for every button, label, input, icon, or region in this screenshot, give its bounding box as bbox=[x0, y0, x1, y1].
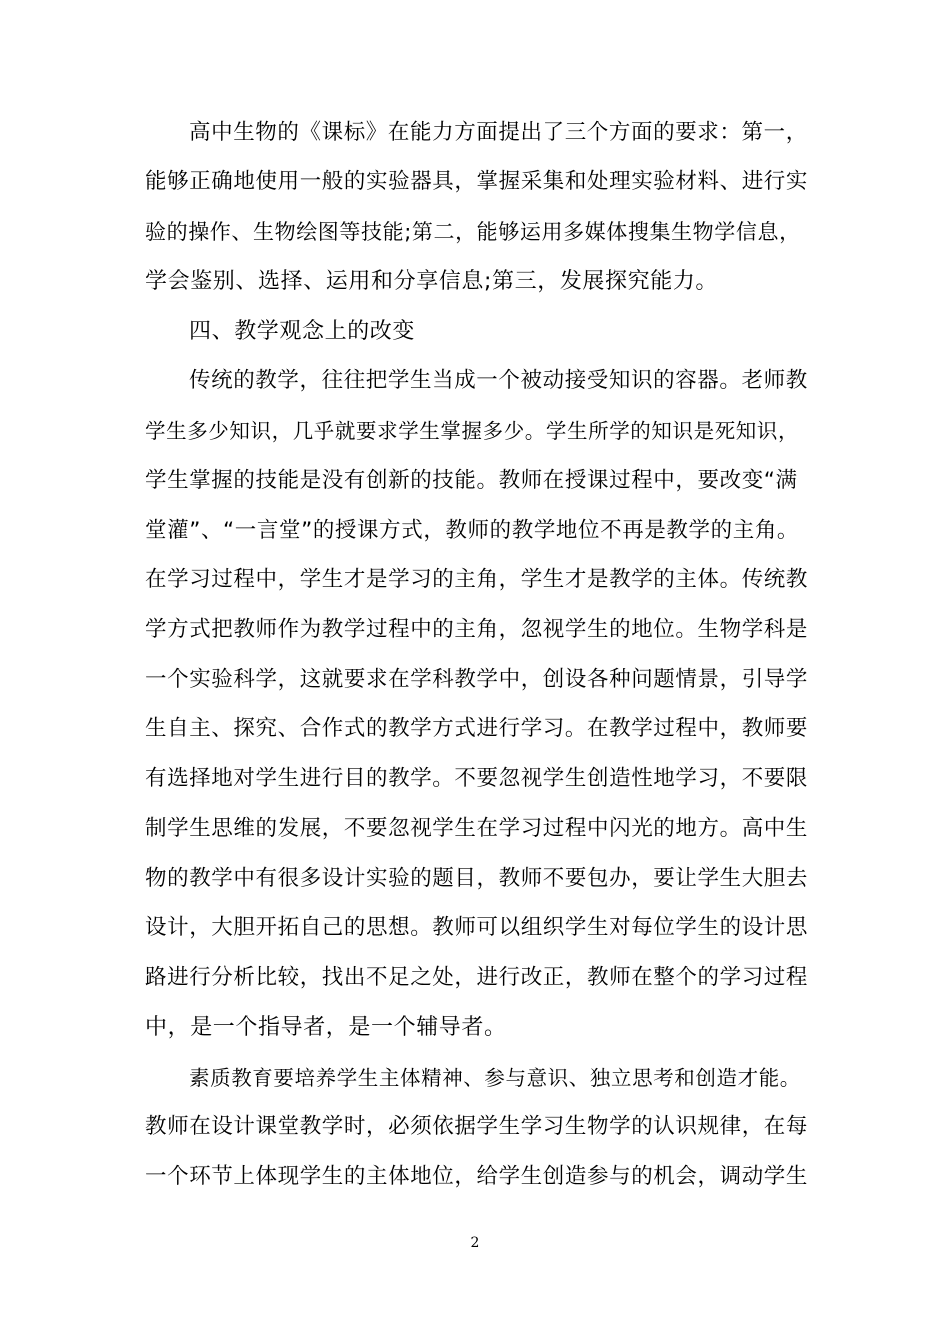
text-line: 学方式把教师作为教学过程中的主角，忽视学生的地位。生物学科是 bbox=[145, 617, 809, 642]
text-line: 素质教育要培养学生主体精神、参与意识、独立思考和创造才能。 bbox=[189, 1066, 801, 1090]
text-line: 中，是一个指导者，是一个辅导者。 bbox=[145, 1015, 507, 1040]
text-line: 学会鉴别、选择、运用和分享信息;第三，发展探究能力。 bbox=[145, 269, 719, 294]
text-line: 设计，大胆开拓自己的思想。教师可以组织学生对每位学生的设计思 bbox=[145, 915, 809, 940]
text-line: 能够正确地使用一般的实验器具，掌握采集和处理实验材料、进行实 bbox=[145, 169, 809, 194]
text-line: 一个环节上体现学生的主体地位，给学生创造参与的机会，调动学生 bbox=[145, 1164, 809, 1189]
text-line: 传统的教学，往往把学生当成一个被动接受知识的容器。老师教 bbox=[189, 368, 808, 393]
text-line: 学生多少知识，几乎就要求学生掌握多少。学生所学的知识是死知识， bbox=[145, 419, 800, 443]
text-line: 生自主、探究、合作式的教学方式进行学习。在教学过程中，教师要 bbox=[145, 716, 809, 741]
text-line: 有选择地对学生进行目的教学。不要忽视学生创造性地学习，不要限 bbox=[145, 766, 809, 791]
page-number: 2 bbox=[470, 1235, 480, 1251]
text-line: 一个实验科学，这就要求在学科教学中，创设各种问题情景，引导学 bbox=[145, 667, 809, 692]
text-line: 物的教学中有很多设计实验的题目，教师不要包办，要让学生大胆去 bbox=[145, 866, 809, 891]
text-line: 验的操作、生物绘图等技能;第二，能够运用多媒体搜集生物学信息， bbox=[145, 220, 801, 244]
section-heading: 四、教学观念上的改变 bbox=[189, 319, 416, 344]
text-line: 制学生思维的发展，不要忽视学生在学习过程中闪光的地方。高中生 bbox=[145, 816, 809, 841]
text-line: 教师在设计课堂教学时，必须依据学生学习生物学的认识规律，在每 bbox=[145, 1114, 809, 1139]
text-line: 路进行分析比较，找出不足之处，进行改正，教师在整个的学习过程 bbox=[145, 965, 809, 990]
text-line: 高中生物的《课标》在能力方面提出了三个方面的要求：第一， bbox=[189, 120, 808, 145]
text-line: 堂灌”、“一言堂”的授课方式，教师的教学地位不再是教学的主角。 bbox=[145, 518, 800, 543]
text-line: 学生掌握的技能是没有创新的技能。教师在授课过程中，要改变“满 bbox=[145, 468, 798, 493]
text-line: 在学习过程中，学生才是学习的主角，学生才是教学的主体。传统教 bbox=[145, 567, 809, 592]
